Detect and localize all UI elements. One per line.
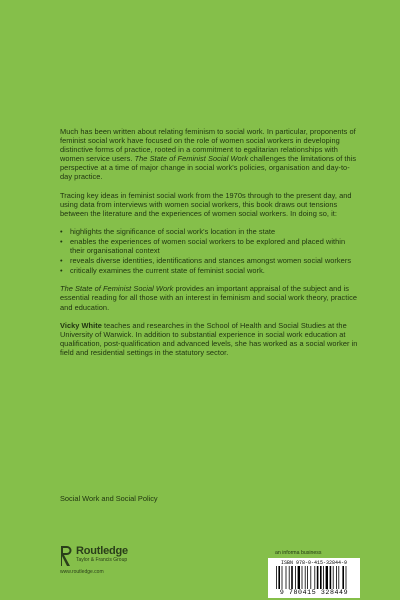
blurb-paragraph-1 (60, 127, 358, 182)
barcode-digits: 9 780415 328449 (279, 589, 349, 596)
routledge-r-logo-icon (60, 545, 72, 567)
publisher-subtitle: Taylor & Francis Group (76, 557, 128, 563)
barcode-bars (274, 566, 354, 589)
author-bio (60, 321, 358, 357)
book-title-italic: The State of Feminist Social Work (134, 154, 248, 164)
bullet-item (60, 256, 358, 265)
bullet-icon: • (60, 256, 63, 266)
bullet-text: enables the experiences of women social workers to be explored and placed within their organisational context (70, 236, 346, 256)
isbn-barcode (268, 558, 360, 598)
bullet-item (60, 237, 358, 255)
book-title-italic: The State of Feminist Social Work (60, 284, 174, 294)
bullet-item (60, 227, 358, 236)
blurb-paragraph-1-rest: challenges the limitations of this perspective at a time of major change in social work's policies, organisation and day-to-day practice. (60, 154, 357, 182)
bullet-text: critically examines the current state of feminist social work. (70, 266, 265, 276)
publisher-name: Routledge (76, 545, 128, 557)
blurb-paragraph-2: Tracing key ideas in feminist social work from the 1970s through to the present day, and using data from interviews with women social workers, this book draws out tensions between the literature and the experiences of women social workers. In doing so, it: (60, 190, 352, 218)
blurb-paragraph-3 (60, 284, 358, 311)
back-cover-blurb (60, 127, 358, 357)
publisher-url: www.routledge.com (60, 569, 104, 575)
isbn-label: ISBN 978-0-415-32844-9 (280, 560, 347, 566)
author-name: Vicky White (60, 320, 102, 330)
bullet-text: reveals diverse identities, identifications and stances amongst women social workers (70, 256, 352, 266)
bullet-icon: • (60, 226, 63, 236)
bullet-icon: • (60, 236, 63, 246)
bullet-list (60, 227, 358, 275)
bullet-icon: • (60, 266, 63, 276)
publisher-logo-block (60, 545, 190, 575)
author-bio-text: teaches and researches in the School of Health and Social Studies at the University of Warwick. In addition to substantial experience in social work education at qualification, post-qualification and advanced levels, she has worked as a social worker in field and residential settings in the statutory sector. (60, 320, 358, 357)
blurb-intro-text: Much has been written about relating feminism to social work. In particular, proponents of feminist social work have focused on the role of women social workers in developing distinctive forms of practice, rooted in a commitment to egalitarian relationships with women service users. (60, 127, 356, 164)
informa-label: an informa business (275, 550, 322, 556)
bullet-text: highlights the significance of social work's location in the state (70, 226, 276, 236)
series-label: Social Work and Social Policy (60, 494, 158, 503)
bullet-item (60, 266, 358, 275)
blurb-paragraph-3-rest: provides an important appraisal of the subject and is essential reading for all those with an interest in feminism and social work theory, practice and education. (60, 284, 357, 312)
